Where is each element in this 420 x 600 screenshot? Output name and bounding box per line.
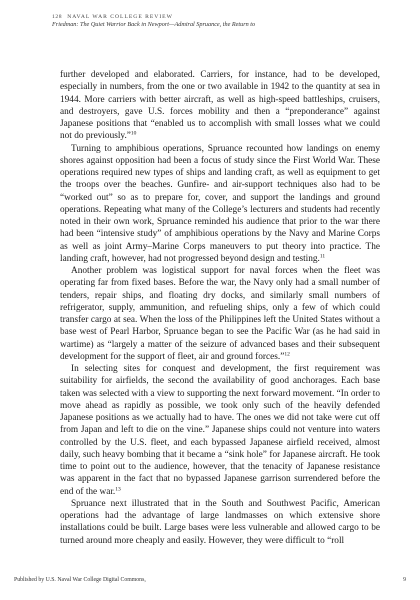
- footnote-ref[interactable]: 12: [284, 351, 290, 358]
- paragraph-text: Turning to amphibious operations, Spruance recounted how landings on enemy shores against opposition had been a focus of study since the First World War. These operations required new types of ships and landing craft, as well as equipment to get the troops over the beaches. Gunfire- and air-support techniques also had to be “worked out” so as to prepare for, cover, and support the landings and ground operations. Repeating what many of the College’s lecturers and students had recently noted in their own work, Spruance reminded his audience that prior to the war there had been “intensive study” of amphibious operations by the Navy and Marine Corps as well as joint Army–Marine Corps maneuvers to put theory into practice. The landing craft, however, had not progressed beyond design and testing.: [60, 143, 380, 264]
- paragraph-text: Spruance next illustrated that in the South and Southwest Pacific, American operations had the advantage of large landmasses on which extensive shore installations could be built. Large bases were less vulnerable and allowed cargo to be turned around more cheaply and easily. However, they were difficult to “roll: [60, 498, 380, 546]
- footnote-ref[interactable]: 11: [319, 253, 326, 260]
- paragraph: [60, 265, 380, 363]
- article-body: [60, 69, 380, 547]
- running-head-article-title: Friedman: The Quiet Warrior Back in Newport—Admiral Spruance, the Return to: [52, 21, 256, 28]
- paragraph: [60, 143, 380, 266]
- paragraph-text: further developed and elaborated. Carriers, for instance, had to be developed, especially in numbers, from the one or two available in 1942 to the quantity at sea in 1944. More carriers with better aircraft, as well as high-speed battleships, cruisers, and destroyers, gave U.S. forces mobility and then a “preponderance” against Japanese positions that “enabled us to accomplish with small losses what we could not do previously.”: [60, 70, 380, 142]
- running-head-journal-name: NAVAL WAR COLLEGE REVIEW: [67, 14, 173, 20]
- publisher-credit: Published by U.S. Naval War College Digital Commons,: [14, 577, 146, 583]
- paragraph-text: In selecting sites for conquest and development, the first requirement was suitability for airfields, the second the availability of good anchorages. Each base taken was selected with a view to supporting the next forward movement. “In order to move ahead as rapidly as possible, we took only such of the heavily defended Japanese positions as we actually had to have. The ones we did not take were cut off from Japan and left to die on the vine.” Japanese ships could not venture into waters controlled by the U.S. fleet, and each bypassed Japanese airfield received, almost daily, such heavy bombing that it became a “sink hole” for Japanese aircraft. He took time to point out to the audience, however, that the tenacity of Japanese resistance was apparent in the fact that no bypassed Japanese garrison surrendered before the end of the war.: [60, 364, 380, 497]
- footnote-ref[interactable]: 13: [115, 486, 121, 492]
- paragraph: [60, 498, 380, 547]
- running-head-journal-line: [52, 14, 392, 21]
- paragraph-text: Another problem was logistical support for naval forces when the fleet was operating far from fixed bases. Before the war, the Navy only had a small number of tenders, repair ships, and floating dry docks, and similarly small numbers of refrigerator, supply, ammunition, and refueling ships, only a few of which could transfer cargo at sea. When the loss of the Philippines left the United States without a base west of Pearl Harbor, Spruance began to see the Pacific War (as he had said in wartime) as “largely a matter of the seizure of advanced bases and their subsequent development for the support of fleet, air and ground forces.”: [60, 266, 380, 362]
- running-head-page-number: 128: [52, 14, 63, 20]
- footer-page-number: 9: [403, 577, 406, 583]
- paragraph: [60, 69, 380, 143]
- running-head: [52, 14, 392, 28]
- paragraph: [60, 363, 380, 498]
- footnote-ref[interactable]: 10: [130, 130, 137, 137]
